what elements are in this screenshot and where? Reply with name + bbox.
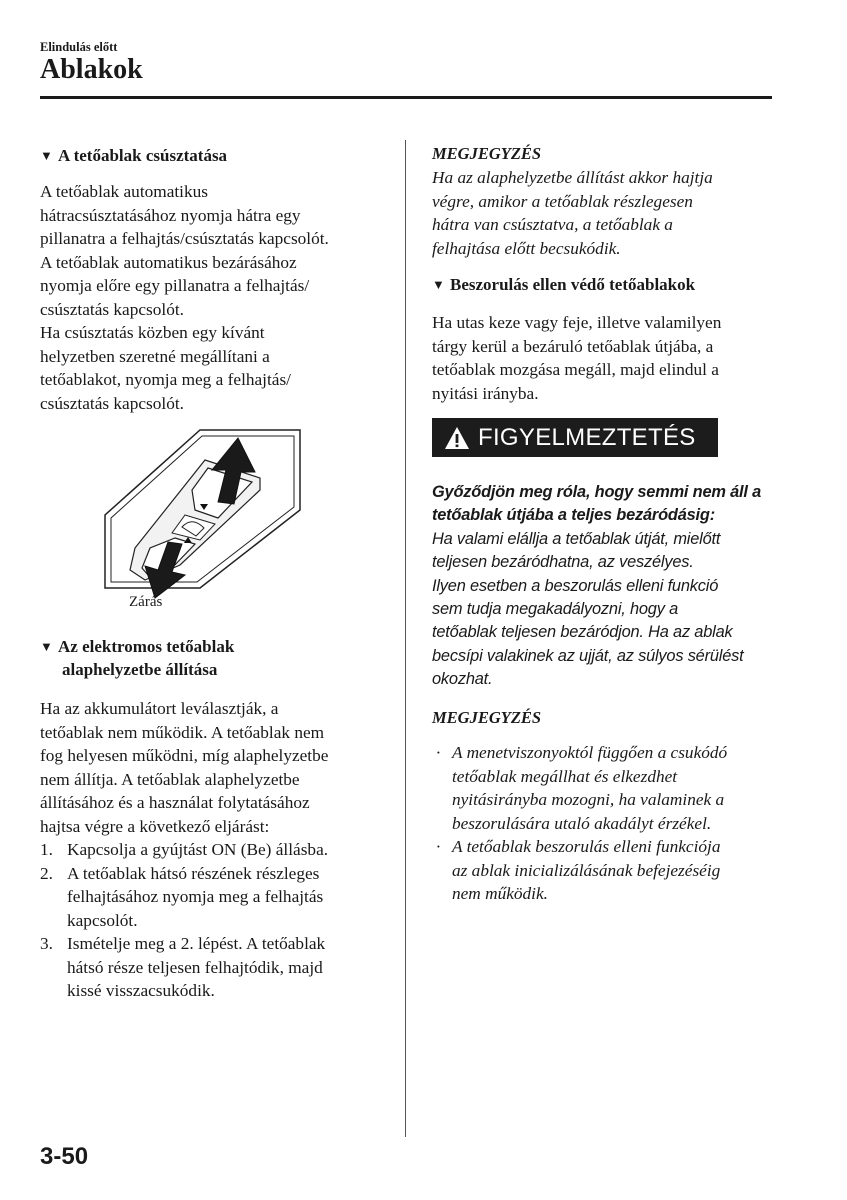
bullet-marker: ·	[436, 837, 441, 856]
text-line: hátra van csúsztatva, a tetőablak a	[432, 215, 673, 234]
page-title: Ablakok	[40, 54, 143, 85]
note-paragraph	[432, 166, 772, 260]
text-line: Ismételje meg a 2. lépést. A tetőablak	[67, 934, 326, 953]
section-heading-sliding-text: A tetőablak csúsztatása	[58, 146, 228, 165]
text-line: tetőablak teljesen bezáródjon. Ha az ablak	[432, 623, 733, 642]
antipinch-paragraph	[432, 311, 772, 405]
column-divider	[405, 140, 406, 1137]
text-line: Ha valami elállja a tetőablak útját, mielőtt	[432, 529, 721, 548]
triangle-marker-icon: ▼	[432, 277, 445, 292]
text-line: pillanatra a felhajtás/csúsztatás kapcsolót.	[40, 229, 329, 248]
text-line: tetőablak útjába a teljes bezáródásig:	[432, 506, 715, 525]
warning-banner	[432, 418, 718, 457]
text-line: A tetőablak automatikus	[40, 182, 208, 201]
text-line: okozhat.	[432, 670, 493, 689]
sunroof-switch-illustration	[100, 420, 315, 600]
text-line: kapcsolót.	[67, 910, 138, 930]
section-heading-sliding	[40, 144, 227, 167]
list-item	[40, 838, 400, 862]
text-line: A tetőablak beszorulás elleni funkciója	[452, 837, 721, 856]
text-line: felhajtásához nyomja meg a felhajtás	[67, 887, 324, 906]
text-line: becsípi valakinek az ujját, az súlyos sérülést	[432, 646, 744, 665]
text-line: hátracsúsztatásához nyomja hátra egy	[40, 205, 301, 225]
text-line: felhajtása előtt becsukódik.	[432, 238, 621, 258]
text-line: végre, amikor a tetőablak részlegesen	[432, 191, 693, 211]
list-item	[40, 862, 400, 933]
text-line: tetőablak megállhat és elkezdhet	[452, 766, 678, 786]
sliding-paragraph	[40, 180, 400, 415]
list-item	[436, 741, 776, 835]
text-line: Ha utas keze vagy feje, illetve valamilyen	[432, 313, 722, 332]
step-number: 3.	[40, 934, 53, 953]
text-line: csúsztatás kapcsolót.	[40, 299, 184, 319]
note-bullet-list	[436, 741, 776, 906]
text-line: hátsó része teljesen felhajtódik, majd	[67, 957, 323, 977]
text-line: Győződjön meg róla, hogy semmi nem áll a	[432, 483, 761, 501]
text-line: teljesen bezáródhatna, az veszélyes.	[432, 553, 694, 572]
header-rule	[40, 96, 772, 99]
text-line: tetőablakot, nyomja meg a felhajtás/	[40, 370, 291, 389]
text-line: tárgy kerül a bezáruló tetőablak útjába, a	[432, 336, 714, 356]
warning-label: FIGYELMEZTETÉS	[478, 423, 696, 451]
text-line: Ha az alaphelyzetbe állítást akkor hajtja	[432, 168, 713, 187]
triangle-marker-icon: ▼	[40, 148, 53, 163]
text-line: A menetviszonyoktól függően a csukódó	[452, 743, 728, 762]
text-line: nem működik.	[452, 884, 548, 903]
section-heading-reset-line2: alaphelyzetbe állítása	[62, 660, 218, 679]
list-item	[436, 835, 776, 906]
reset-paragraph	[40, 697, 400, 1003]
text-line: Ha az akkumulátort leválasztják, a	[40, 699, 279, 718]
text-line: Kapcsolja a gyújtást ON (Be) állásba.	[67, 840, 329, 859]
section-heading-reset-line1: Az elektromos tetőablak	[58, 637, 235, 656]
text-line: nem állítja. A tetőablak alaphelyzetbe	[40, 769, 300, 789]
warning-triangle-icon	[444, 426, 470, 450]
list-item	[40, 932, 400, 1003]
text-line: helyzetben szeretné megállítani a	[40, 346, 270, 366]
text-line: sem tudja megakadályozni, hogy a	[432, 600, 678, 619]
text-line: nyomja előre egy pillanatra a felhajtás/	[40, 276, 310, 295]
note-title: MEGJEGYZÉS	[432, 708, 542, 727]
warning-text	[432, 481, 777, 692]
text-line: Ha csúsztatás közben egy kívánt	[40, 323, 265, 342]
bullet-marker: ·	[436, 743, 441, 762]
chapter-label: Elindulás előtt	[40, 40, 118, 54]
section-heading-reset	[40, 635, 234, 681]
text-line: kissé visszacsukódik.	[67, 981, 215, 1000]
note-title: MEGJEGYZÉS	[432, 144, 542, 163]
step-number: 2.	[40, 863, 53, 883]
text-line: az ablak inicializálásának befejezéséig	[452, 860, 721, 880]
figure-label-close: Zárás	[129, 594, 163, 610]
section-heading-antipinch-text: Beszorulás ellen védő tetőablakok	[450, 275, 696, 294]
text-line: beszorulására utaló akadályt érzékel.	[452, 813, 712, 833]
text-line: hajtsa végre a következő eljárást:	[40, 816, 270, 836]
text-line: csúsztatás kapcsolót.	[40, 393, 184, 413]
section-heading-antipinch	[432, 273, 695, 296]
text-line: A tetőablak hátsó részének részleges	[67, 863, 320, 883]
reset-steps-list	[40, 838, 400, 1003]
page-number: 3-50	[40, 1143, 89, 1170]
text-line: állításához és a használat folytatásához	[40, 793, 310, 812]
text-line: Ilyen esetben a beszorulás elleni funkció	[432, 576, 719, 595]
triangle-marker-icon: ▼	[40, 639, 53, 654]
text-line: fog helyesen működni, míg alaphelyzetbe	[40, 746, 329, 765]
text-line: nyitási irányba.	[432, 383, 539, 403]
text-line: tetőablak mozgása megáll, majd elindul a	[432, 360, 719, 379]
text-line: nyitásirányba mozogni, ha valaminek a	[452, 790, 725, 809]
text-line: A tetőablak automatikus bezárásához	[40, 252, 297, 272]
text-line: tetőablak nem működik. A tetőablak nem	[40, 722, 325, 742]
step-number: 1.	[40, 840, 53, 859]
